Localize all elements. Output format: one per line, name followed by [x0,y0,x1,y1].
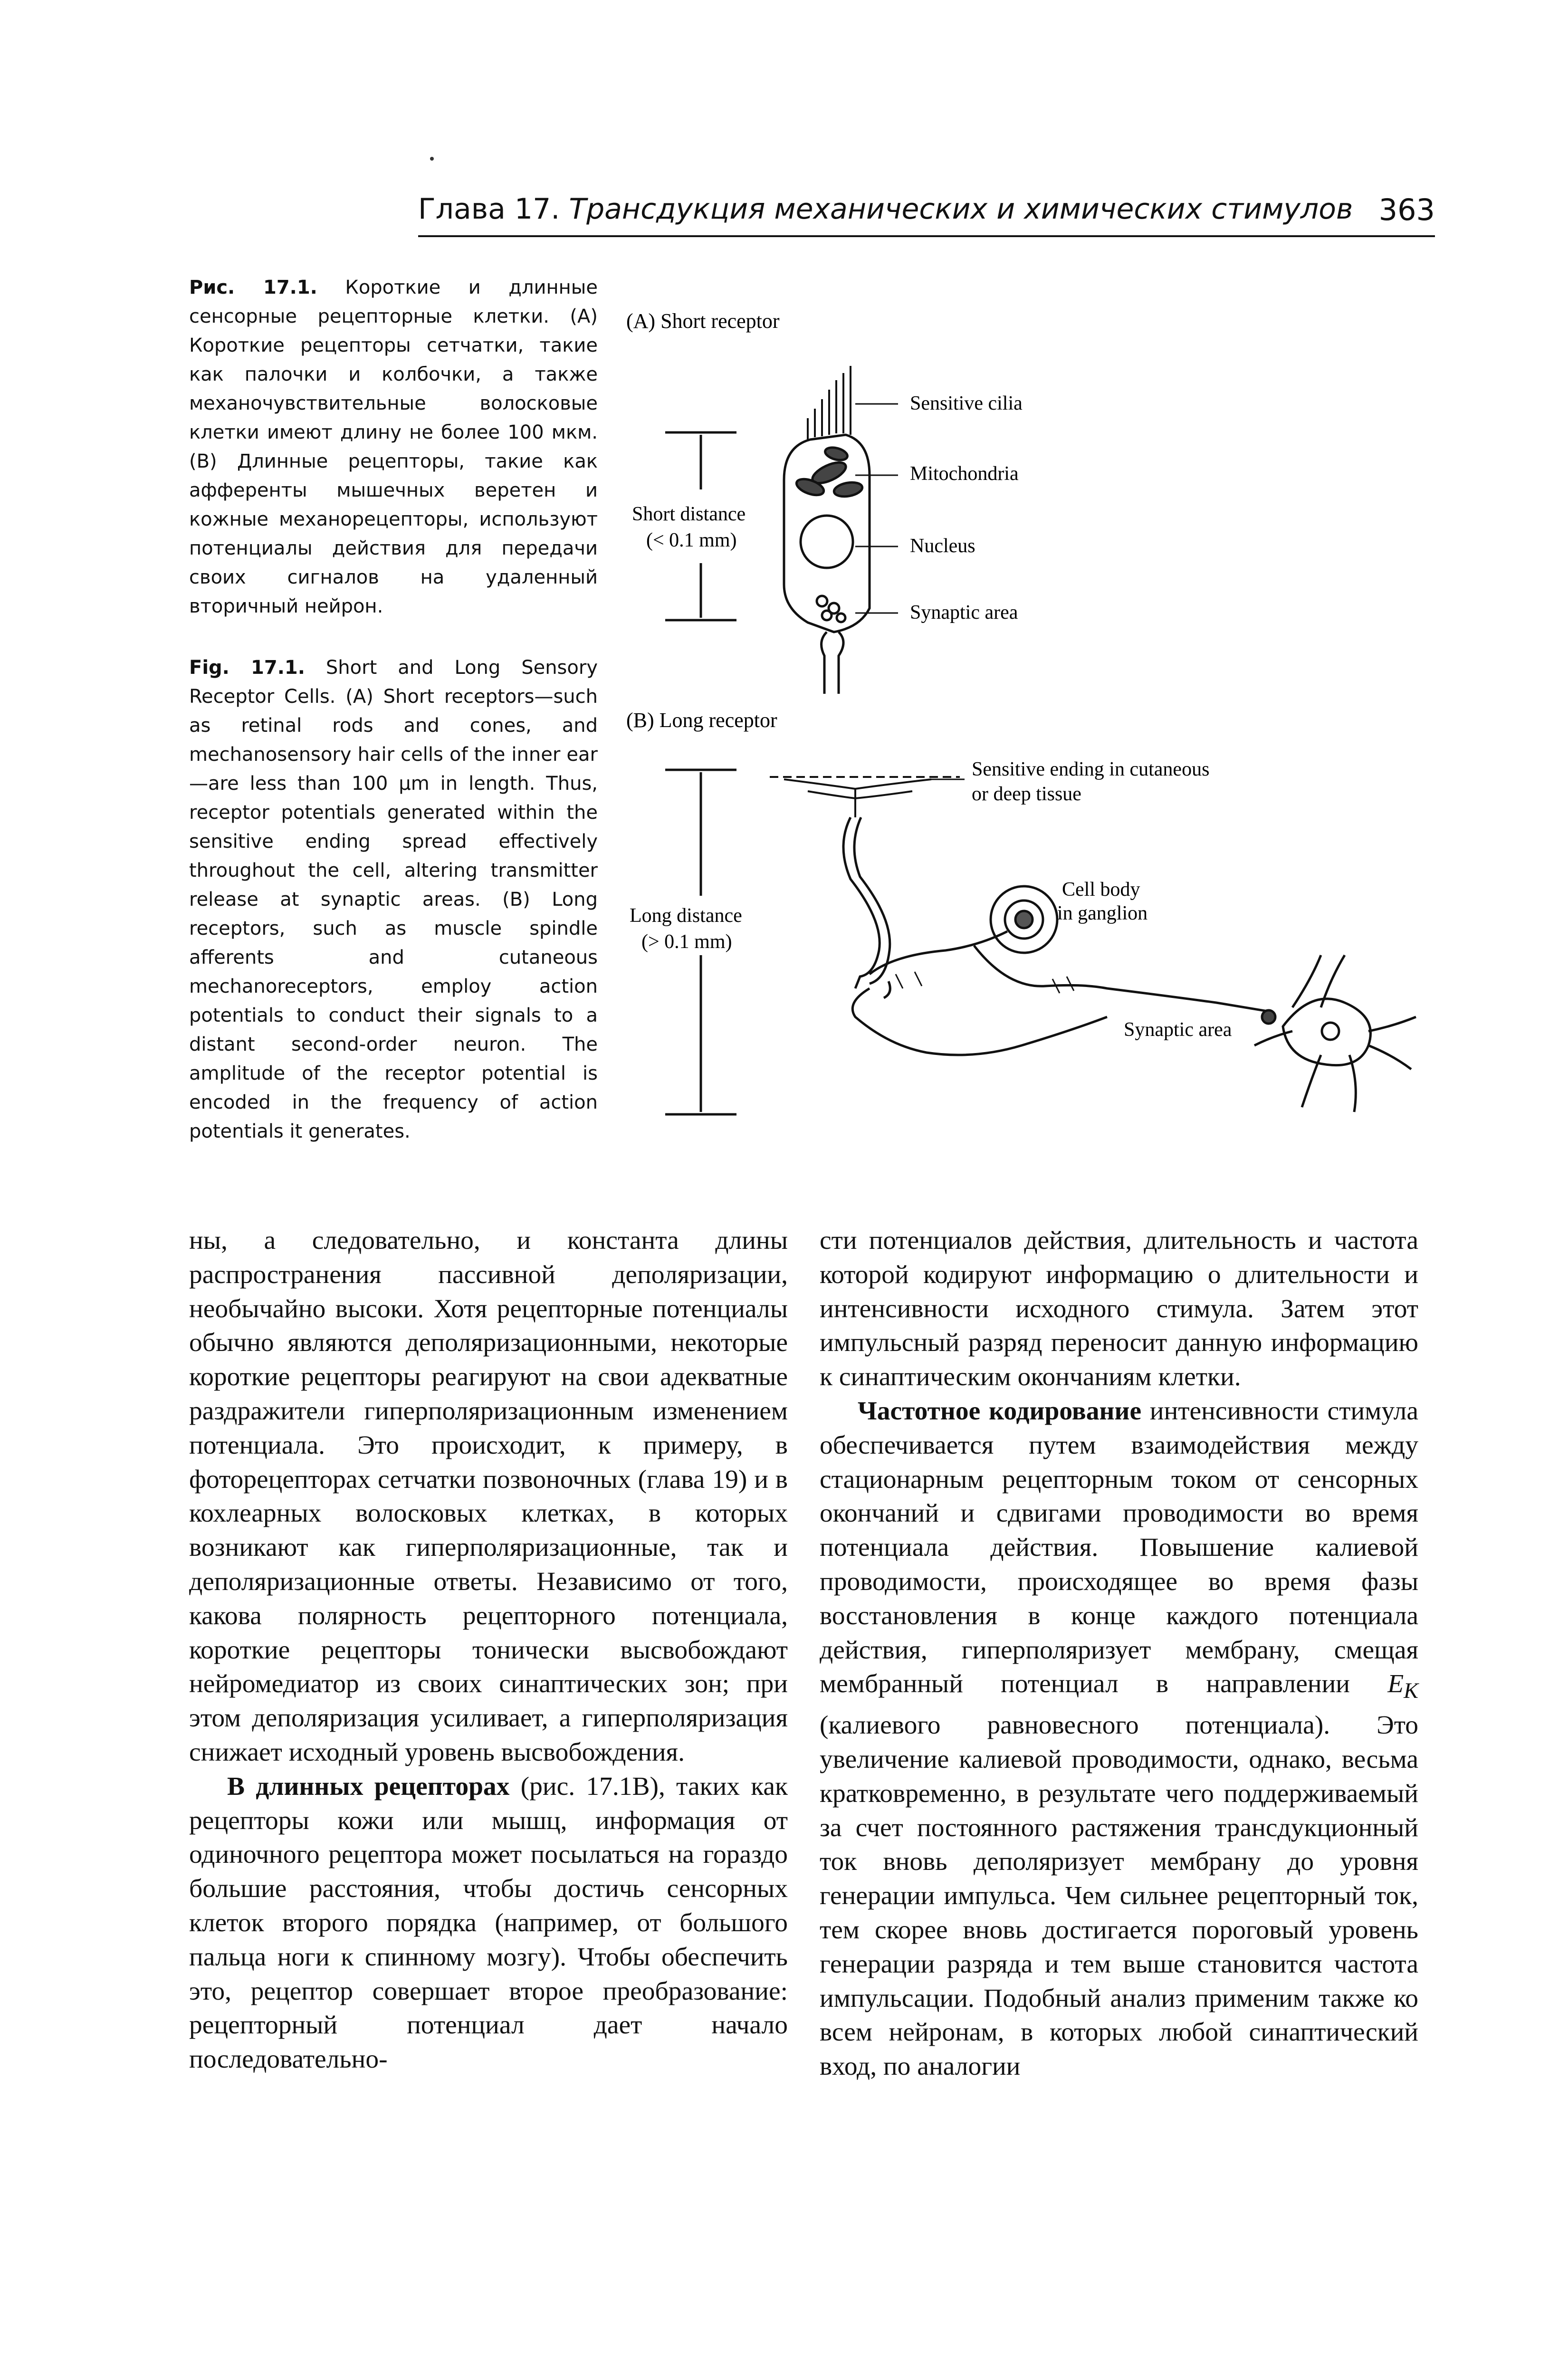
afferent-fiber [843,817,890,988]
synaptic-vesicle [822,611,832,620]
short-receptor-stalk [822,632,843,694]
panel-a-title: (A) Short receptor [626,309,780,333]
caption-ru-text: Короткие и длинные сенсорные рецепторные клетки. (А) Короткие рецепторы сетчатки, такие как палочки и колбочки, а также механочувствительные волосковые клетки имеют длину не более 100 мкм. (В) Длинные рецепторы, такие как афференты мышечных веретен и кожные механорецепторы, используют потенциалы действия для передачи своих сигналов на удаленный вторичный нейрон. [189,277,598,617]
neuron-soma [1283,999,1370,1065]
label-sensitive-ending-1: Sensitive ending in cutaneous [972,758,1210,780]
long-distance-label: Long distance [630,905,742,927]
panel-b-title: (B) Long receptor [626,709,777,732]
page-number: 363 [1378,192,1435,227]
figure-17-1 [613,285,1506,1169]
paragraph [820,1394,1418,2084]
paragraph: сти потенциалов действия, длительность и частота которой кодируют информацию о длительности и интенсивности исходного стимула. Затем этот импульсный разряд переносит данную информацию к синаптическим окончаниям клетки. [820,1226,1418,1392]
caption-en-label: Fig. 17.1. [189,657,305,679]
fiber-gap [896,972,1074,993]
cell-nucleus [1015,911,1033,928]
sensitive-cilia [808,366,851,440]
mitochondrion [833,480,863,498]
label-synaptic-area-b: Synaptic area [1124,1019,1232,1041]
paragraph [189,1770,788,2077]
long-distance-value: (> 0.1 mm) [641,931,732,953]
chapter-title: Трансдукция механических и химических стимулов [569,192,1353,226]
sensitive-ending [784,779,931,817]
fiber-lower-left [852,988,1107,1055]
short-distance-label: Short distance [632,503,746,525]
body-column-left [189,1224,788,2077]
mitochondrion [824,445,849,462]
term-long-receptors: В длинных рецепторах [227,1772,510,1801]
caption-russian [189,273,598,621]
central-branch [884,946,1273,1012]
synaptic-vesicle [817,596,827,606]
caption-en-text: Short and Long Sensory Receptor Cells. (A) Short receptors—such as retinal rods and cones, and mechanosensory hair cells of the inner ear—are less than 100 µm in length. Thus, receptor potentials generated within the sensitive ending spread effectively throughout the cell, altering transmitter release at synaptic areas. (B) Long receptors, such as muscle spindle afferents and cutaneous mechanoreceptors, employ action potentials to conduct their signals to a distant second-order neuron. The amplitude of the receptor potential is encoded in the frequency of action potentials it generates. [189,657,598,1142]
symbol-e: E [1387,1669,1404,1699]
paragraph: ны, а следовательно, и константа длины распространения пассивной деполяризации, необычайно высоки. Хотя рецепторные потенциалы обычно являются деполяризационными, некоторые короткие рецепторы реагируют на свои адекватные раздражители гиперполяризационным изменением потенциала. Это происходит, к примеру, в фоторецепторах сетчатки позвоночных (глава 19) и в кохлеарных волосковых клетках, в которых возникают как гиперполяризационные, так и деполяризационные ответы. Независимо от того, какова полярность рецепторного потенциала, короткие рецепторы тонически высвобождают нейромедиатор из своих синаптических зон; при этом деполяризация усиливает, а гиперполяризация снижает исходный уровень высвобождения. [189,1226,788,1767]
label-nucleus: Nucleus [910,535,975,557]
second-order-neuron [1254,955,1416,1112]
label-sensitive-ending-2: or deep tissue [972,783,1081,805]
synaptic-bouton [1262,1010,1275,1024]
paragraph-text: интенсивности стимула обеспечивается путем взаимодействия между стационарным рецепторным током от сенсорных окончаний и сдвигами проводимости во время потенциала действия. Повышение калиевой проводимости, происходящее во время фазы восстановления в конце каждого потенциала действия, гиперполяризует мембрану, смещая мембранный потенциал в направлении [820,1396,1419,1699]
label-cell-body-2: in ganglion [1057,902,1148,924]
paragraph-text: (рис. 17.1B), таких как рецепторы кожи или мышц, информация от одиночного рецептора может посылаться на гораздо большие расстояния, чтобы достичь сенсорных клеток второго порядка (например, от большого пальца ноги к спинному мозгу). Чтобы обеспечить это, рецептор совершает второе преобразование: рецепторный потенциал дает начало последовательно- [189,1772,788,2074]
symbol-k: K [1404,1679,1418,1704]
label-cell-body-1: Cell body [1062,879,1140,901]
body-column-right [820,1224,1418,2084]
stray-dot [430,157,434,161]
chapter-number: Глава 17. [418,192,560,226]
symbol-ek [1387,1669,1418,1704]
synaptic-vesicle [837,613,845,622]
caption-english [189,653,598,1146]
nucleus-shape [801,516,853,568]
paragraph-text: (калиевого равновесного потенциала). Это увеличение калиевой проводимости, однако, весьма кратковременно, в результате чего поддерживаемый за счет постоянного растяжения трансдукционный ток вновь деполяризует мембрану до уровня генерации импульса. Чем сильнее рецепторный ток, тем скорее вновь достигается пороговый уровень генерации разряда и тем выше становится частота импульсации. Подобный анализ применим также ко всем нейронам, в которых любой синаптический вход, по аналогии [820,1711,1418,2081]
caption-ru-label: Рис. 17.1. [189,277,317,298]
term-frequency-coding: Частотное кодирование [858,1396,1142,1426]
short-distance-value: (< 0.1 mm) [646,529,737,551]
neuron-nucleus [1322,1023,1339,1040]
label-sensitive-cilia: Sensitive cilia [910,393,1023,414]
label-mitochondria: Mitochondria [910,463,1019,485]
header-rule [418,235,1435,237]
label-synaptic-area-a: Synaptic area [910,602,1018,623]
